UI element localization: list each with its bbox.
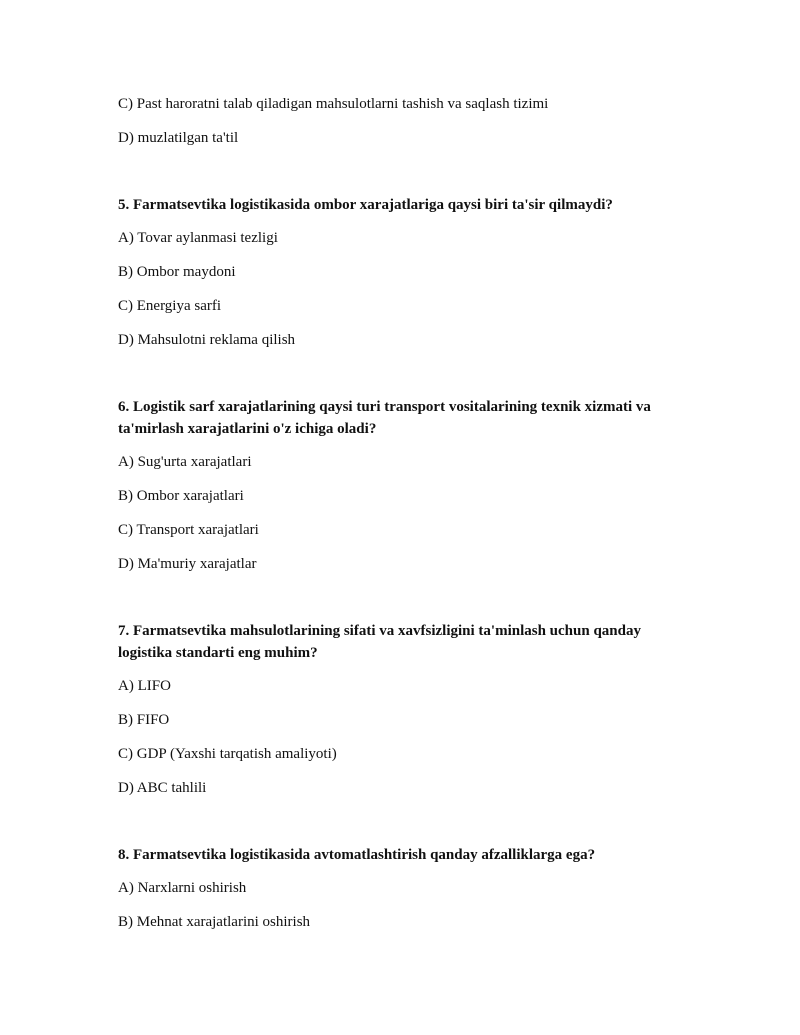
option-5c: C) Energiya sarfi: [118, 298, 222, 314]
option-5d: D) Mahsulotni reklama qilish: [118, 332, 296, 348]
document-content: [118, 94, 688, 946]
question-4-tail: [118, 94, 688, 148]
option-7d: D) ABC tahlili: [118, 780, 207, 796]
option-7c: C) GDP (Yaxshi tarqatish amaliyoti): [118, 746, 337, 762]
option-5b: B) Ombor maydoni: [118, 264, 236, 280]
option-8a: A) Narxlarni oshirish: [118, 880, 247, 896]
question-6: [118, 396, 688, 574]
option-4c: C) Past haroratni talab qiladigan mahsulotlarni tashish va saqlash tizimi: [118, 96, 549, 112]
question-6-text: 6. Logistik sarf xarajatlarining qaysi turi transport vositalarining texnik xizmati va ta'mirlash xarajatlarini o'z ichiga oladi?: [118, 399, 651, 437]
option-5a: A) Tovar aylanmasi tezligi: [118, 230, 278, 246]
question-7: [118, 620, 688, 798]
option-7a: A) LIFO: [118, 678, 171, 694]
question-5: [118, 194, 688, 350]
option-6c: C) Transport xarajatlari: [118, 522, 259, 538]
option-6b: B) Ombor xarajatlari: [118, 488, 244, 504]
option-8b: B) Mehnat xarajatlarini oshirish: [118, 914, 311, 930]
question-7-text: 7. Farmatsevtika mahsulotlarining sifati va xavfsizligini ta'minlash uchun qanday logistika standarti eng muhim?: [118, 623, 641, 661]
option-6a: A) Sug'urta xarajatlari: [118, 454, 252, 470]
question-8: [118, 844, 688, 932]
option-7b: B) FIFO: [118, 712, 170, 728]
question-8-text: 8. Farmatsevtika logistikasida avtomatlashtirish qanday afzalliklarga ega?: [118, 847, 596, 863]
question-5-text: 5. Farmatsevtika logistikasida ombor xarajatlariga qaysi biri ta'sir qilmaydi?: [118, 197, 613, 213]
option-6d: D) Ma'muriy xarajatlar: [118, 556, 257, 572]
option-4d: D) muzlatilgan ta'til: [118, 130, 239, 146]
